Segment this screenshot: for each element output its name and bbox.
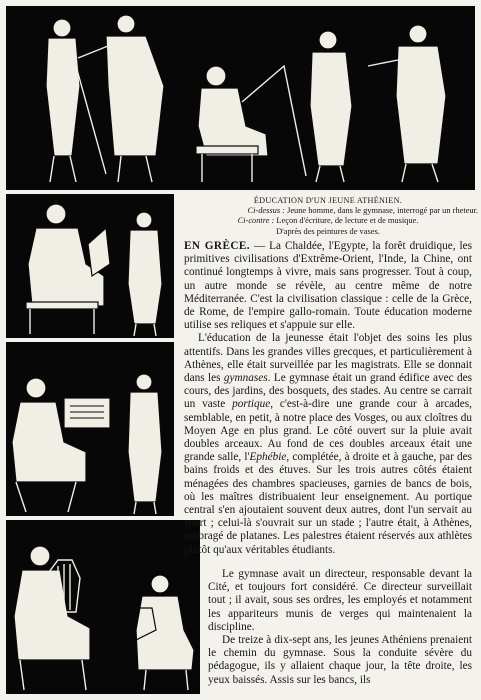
writing-lesson-illustration [6,194,174,338]
article-p2-gymnases: gymnases [223,372,268,385]
article-paragraph-3: Le gymnase avait un directeur, responsable devant la Cité, et toujours fort considéré. Ce directeur surveillait tout ; il avait, sous ses ordres, les employés et notamment les appariteurs munis de verges qui maintenaient la discipline. [208,568,472,633]
top-vase-illustration [6,6,475,190]
article-body-continued [208,568,472,687]
article-p2-text-a: L'éducation de la jeunesse était l'objet des soins les plus attentifs. Dans les grandes villes grecques, et particulièrement à Athènes, elle était surveillée par les magistrats. Elle se donnait dans les [184,332,472,385]
reading-lesson-illustration [6,342,174,516]
caption-line-2 [178,216,478,226]
caption-line-1-text: Jeune homme, dans le gymnase, interrogé par un rheteur. [287,206,478,216]
article-p2-portique: portique [232,398,271,411]
caption-line-3: D'après des peintures de vases. [276,226,380,236]
caption-line-1-label: Ci-dessus : [247,206,285,216]
article-p2-ephebie: Ephébie [249,451,287,464]
caption-line-2-text: Leçon d'écriture, de lecture et de musique. [276,216,419,226]
article-paragraph-4: De treize à dix-sept ans, les jeunes Athéniens prenaient le chemin du gymnase. Sous la conduite sévère du pédagogue, ils y allaient chaque jour, la tête droite, les yeux baissés. Assis sur les bancs, ils [208,634,472,686]
caption-line-1 [178,206,478,216]
article-lead: EN GRÈCE. [184,240,250,252]
article-paragraph-2 [184,332,472,556]
article-paragraph-1 [184,240,472,332]
article-p1-text: — La Chaldée, l'Egypte, la forêt druidique, les primitives civilisations d'Extrême-Orient, l'Inde, la Chine, ont continué longtemps à vivre, mais sans progresser. Tout à coup, un autre monde se révèle, au centre même de notre Méditerranée. C'est la civilisation classique : celle de la Grèce, de Rome, de l'empire gallo-romain. Toute éducation moderne utilise ses reliques et s'appuie sur elle. [184,240,472,332]
music-lesson-illustration [6,520,200,694]
caption-title: ÉDUCATION D'UN JEUNE ATHÉNIEN. [253,196,403,205]
illustration-caption [178,196,478,237]
caption-line-2-label: Ci-contre : [237,216,275,226]
article-body [184,240,472,557]
article-p2-text-b: . Le gymnase était un grand édifice avec des cours, des jardins, des bosquets, des stades. Au centre se carrait un vaste [184,372,472,411]
article-p2-text-d: , complétée, à droite et à gauche, par des bains froids et des étuves. Sur les trois autres côtés étaient ménagées des chambres spacieuses, garnies de bancs de bois, où les maîtres distribuaient leur enseignement. Au portique central s'en ajoutaient souvent deux autres, dont l'un servait au sport ; celui-là s'ouvrait sur un stade ; l'autre était, à Athènes, ombragé de platanes. Les palestres étaient réservés aux athlètes plutôt qu'aux véritables étudiants. [184,451,472,556]
article-p2-text-c: , c'est-à-dire une grande cour à arcades, semblable, en petit, à notre place des Vosges, ou aux cloîtres du Moyen Age en plus grand. Le côté ouvert sur la pluie avait doubles arceaux. Au fond de ces doubles arceaux était une grande salle, l' [184,398,472,464]
